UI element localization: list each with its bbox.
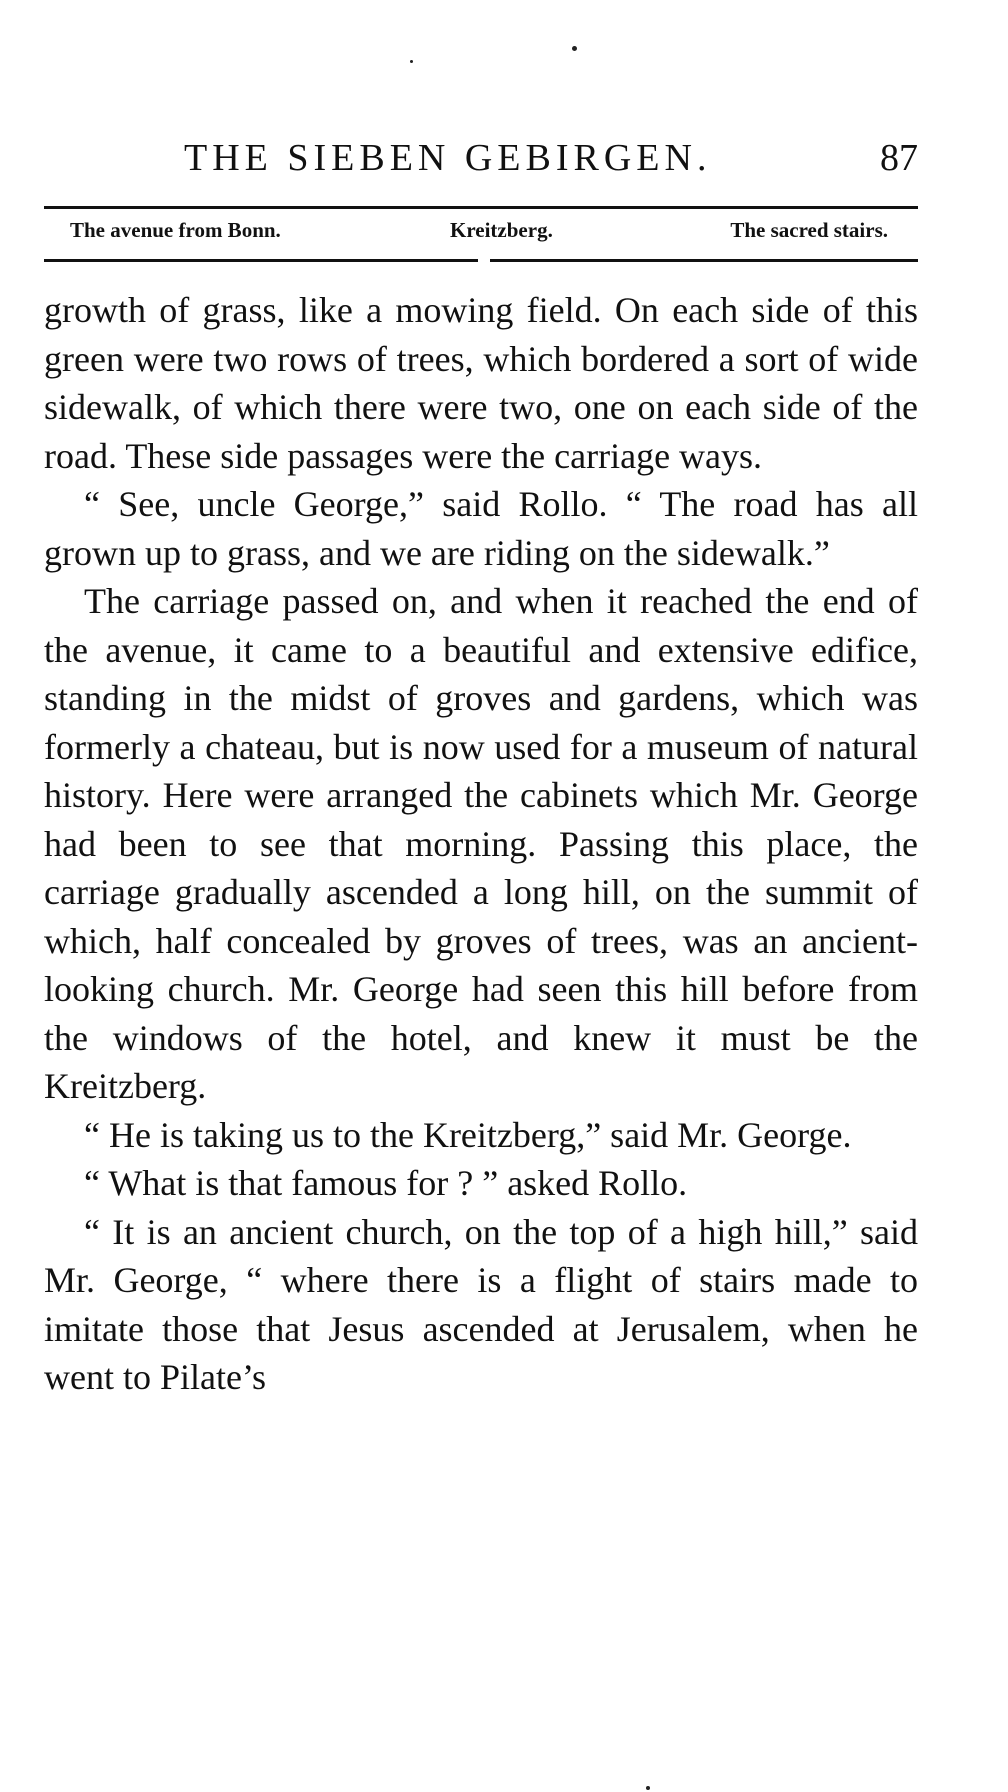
running-title: THE SIEBEN GEBIRGEN. (184, 137, 712, 179)
ink-speck (646, 1786, 650, 1790)
paragraph: “ It is an ancient church, on the top of a high hill,” said Mr. George, “ where there is a flight of stairs made to imitate those that Jesus ascended at Jerusalem, when he went to Pilate’s (44, 1211, 918, 1397)
ink-speck (410, 60, 413, 63)
sidenote-kreitzberg: Kreitzberg. (450, 218, 553, 242)
paragraph: “ He is taking us to the Kreitzberg,” said Mr. George. (84, 1114, 852, 1155)
page-number: 87 (880, 137, 918, 179)
running-head (44, 136, 918, 186)
sidenotes-bar (44, 218, 918, 248)
header-rule-bottom-left (44, 259, 478, 262)
sidenote-avenue: The avenue from Bonn. (70, 218, 281, 242)
paragraph: “ See, uncle George,” said Rollo. “ The road has all grown up to grass, and we are riding on the sidewalk.” (44, 484, 918, 573)
header-rule-bottom-right (490, 259, 918, 262)
paragraph: growth of grass, like a mowing field. On each side of this green were two rows of trees, which bordered a sort of wide sidewalk, of which there were two, one on each side of the road. These side passages were the carriage ways. (44, 290, 918, 476)
page-body (44, 286, 918, 1402)
paragraph: The carriage passed on, and when it reached the end of the avenue, it came to a beautiful and extensive edifice, standing in the midst of groves and gardens, which was formerly a chateau, but is now used for a museum of natural history. Here were arranged the cabinets which Mr. George had been to see that morning. Passing this place, the carriage gradually ascended a long hill, on the summit of which, half concealed by groves of trees, was an ancient-looking church. Mr. George had seen this hill before from the windows of the hotel, and knew it must be the Kreitzberg. (44, 581, 918, 1106)
header-rule-top (44, 206, 918, 209)
sidenote-sacred-stairs: The sacred stairs. (730, 218, 888, 242)
ink-speck (572, 46, 577, 51)
paragraph: “ What is that famous for ? ” asked Rollo. (84, 1163, 688, 1203)
